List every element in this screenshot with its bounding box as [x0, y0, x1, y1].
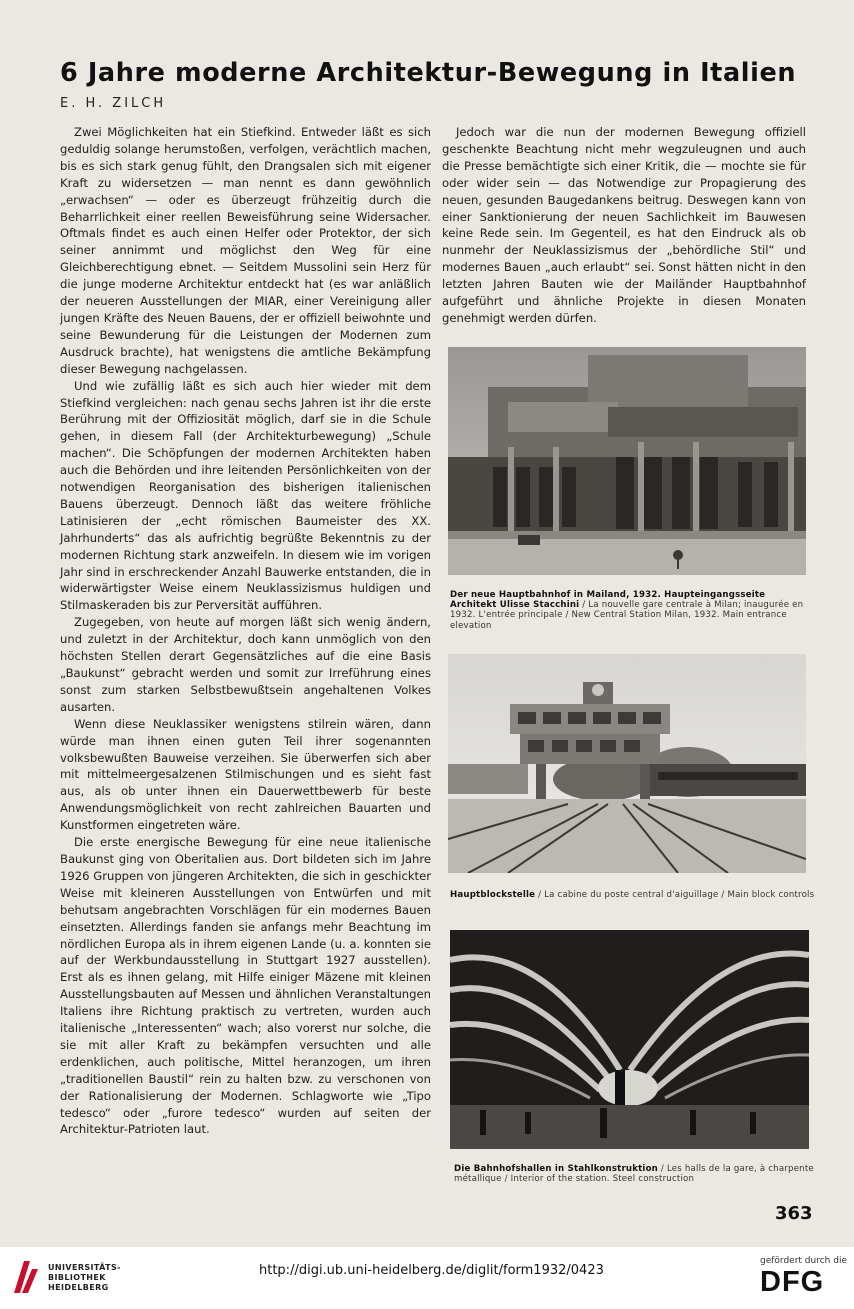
page-number: 363 [775, 1203, 813, 1224]
viewer-footer [0, 1247, 854, 1309]
station-halls-photo [450, 930, 809, 1149]
paragraph: Jedoch war die nun der modernen Bewegung offiziell geschenkte Beachtung nicht mehr wegzuleugnen und auch die Presse bemächtigte sich einer Kritik, die — mochte sie für oder wider sein — das Notwendige zur Propagierung des neuen, gesunden Baugedankens beitrug. Deswegen kann von einer Sanktionierung der neuen Sachlichkeit im Bauwesen keine Rede sein. Im Gegenteil, es hat den Eindruck als ob nunmehr der Neuklassizismus der „behördliche Stil“ und modernes Bauen „auch erlaubt“ sei. Sonst hätten nicht in den letzten Jahren Bauten wie der Mailänder Hauptbahnhof aufgeführt und ähnliche Projekte in diesen Monaten genehmigt werden dürfen. [442, 125, 806, 325]
paragraph: Und wie zufällig läßt es sich auch hier wieder mit dem Stiefkind vergleichen: nach genau sechs Jahren ist ihr die erste Berührung mit der Offiziosität möglich, darf sie in die Schule gehen, in diesem Fall (der Architekturbewegung) „Schule machen“. Die Schöpfungen der modernen Architekten haben auch die Behörden und ihre leitenden Persönlichkeiten von der notwendigen Reorganisation des bisherigen italienischen Bauens überzeugt. Dennoch läßt das weitere fröhliche Latinisieren der „echt römischen Baumeister des XX. Jahrhunderts“ das als aufrichtig begrüßte Bekenntnis zu der modernen Richtung stark anzweifeln. In diesem wie im vorigen Jahr sind in erschreckender Anzahl Bauwerke entstanden, die in widerwärtigster Weise einem Neuklassizismus huldigen und Stilmaskeraden bis zur Perversität aufführen. [60, 378, 431, 613]
paragraph: Die erste energische Bewegung für eine neue italienische Baukunst ging von Oberitalien aus. Dort bildeten sich im Jahre 1926 Gruppen von jüngeren Architekten, die sich in geschickter Weise mit kleineren Ausstellungen von Entwürfen und mit behutsam angebrachten Vorschlägen für ein modernes Bauen einsetzten. Allerdings fanden sie anfangs mehr Beachtung im nördlichen Europa als in ihrem eigenen Lande (u. a. konnten sie auf der Werkbundausstellung in Stuttgart 1927 ausstellen). Erst als es ihnen gelang, mit Hilfe einiger Mäzene mit kleinen Ausstellungsbauten auf Messen und ähnlichen Veranstaltungen Italiens ihre Richtung praktisch zu vertreten, wurden auch italienische „Interessenten“ wach; also vorerst nur solche, die sie mit aller Kraft zu bekämpfen versuchten und alle erdenklichen, auch politische, Mittel heranzogen, um ihren „traditionellen Baustil“ rein zu halten bzw. zu verschonen von der Rationalisierung der Modernen. Schlagworte wie „Tipo tedesco“ oder „furore tedesco“ wurden auf seiten der Architektur-Patrioten laut. [60, 835, 431, 1137]
dfg-logo: DFG [760, 1266, 825, 1298]
figure-caption: Die Bahnhofshallen in Stahlkonstruktion / Les halls de la gare, à charpente métallique / Interior of the station. Steel construction [454, 1164, 814, 1185]
figure-caption: Hauptblockstelle / La cabine du poste central d'aiguillage / Main block controls [450, 890, 815, 900]
right-column [442, 124, 806, 327]
paragraph: Wenn diese Neuklassiker wenigstens stilrein wären, dann würde man ihnen einen guten Teil ihrer sogenannten volksbewußten Bauweise verzeihen. Sie überwerfen sich aber mit mittelmeergesalzenen Stilmischungen und es sieht fast aus, als ob unter ihnen ein Dauerwettbewerb für beste Anwendungsmöglichkeit von recht zahlreichen Bauarten und Kunstformen eingetreten wäre. [60, 716, 431, 833]
left-column [60, 124, 431, 1138]
library-logo-icon [10, 1257, 42, 1297]
funding-text: gefördert durch die [760, 1256, 847, 1266]
article-author: E. H. ZILCH [60, 96, 167, 111]
paragraph: Zugegeben, von heute auf morgen läßt sich wenig ändern, und zuletzt in der Architektur, doch kann unmöglich von den höchsten Stellen derart Gegensätzliches auf die eine Basis „Baukunst“ gebracht werden und somit zur Irreführung eines sonst zum starken Selbstbewußtsein angehaltenen Volkes ausarten. [60, 615, 431, 714]
station-facade-photo [448, 347, 806, 575]
block-controls-photo [448, 654, 806, 873]
library-name: UNIVERSITÄTS- BIBLIOTHEK HEIDELBERG [48, 1263, 121, 1292]
paragraph: Zwei Möglichkeiten hat ein Stiefkind. Entweder läßt es sich geduldig solange herumstoßen, verfolgen, verächtlich machen, bis es sich stark genug fühlt, den Drangsalen sich mit eigener Kraft zu widersetzen — man nennt es dann gewöhnlich „erwachsen“ — oder es überzeugt frühzeitig durch die Beharrlichkeit einer reellen Beweisführung seine Widersacher. Oftmals findet es auch einen Helfer oder Protektor, der sich seiner annimmt und möglichst den Weg für eine Gleichberechtigung ebnet. — Seitdem Mussolini sein Herz für die junge moderne Architektur entdeckt hat (es war anläßlich der neueren Ausstellungen der MIAR, einer Vereinigung aller jungen Kräfte des Neuen Bauens, der er offiziell beiwohnte und seine Bewunderung für die Leistungen der Modernen zum Ausdruck brachte), hat wenigstens die amtliche Bekämpfung dieser Bewegung nachgelassen. [60, 125, 431, 376]
source-url-link[interactable]: http://digi.ub.uni-heidelberg.de/diglit/form1932/0423 [259, 1263, 604, 1278]
article-title: 6 Jahre moderne Architektur-Bewegung in Italien [60, 58, 797, 88]
figure-caption: Der neue Hauptbahnhof in Mailand, 1932. Haupteingangsseite Architekt Ulisse Stacchini / La nouvelle gare centrale à Milan; inaugurée en 1932. L'entrée principale / New Central Station Milan, 1932. Main entrance elevation [450, 590, 804, 631]
